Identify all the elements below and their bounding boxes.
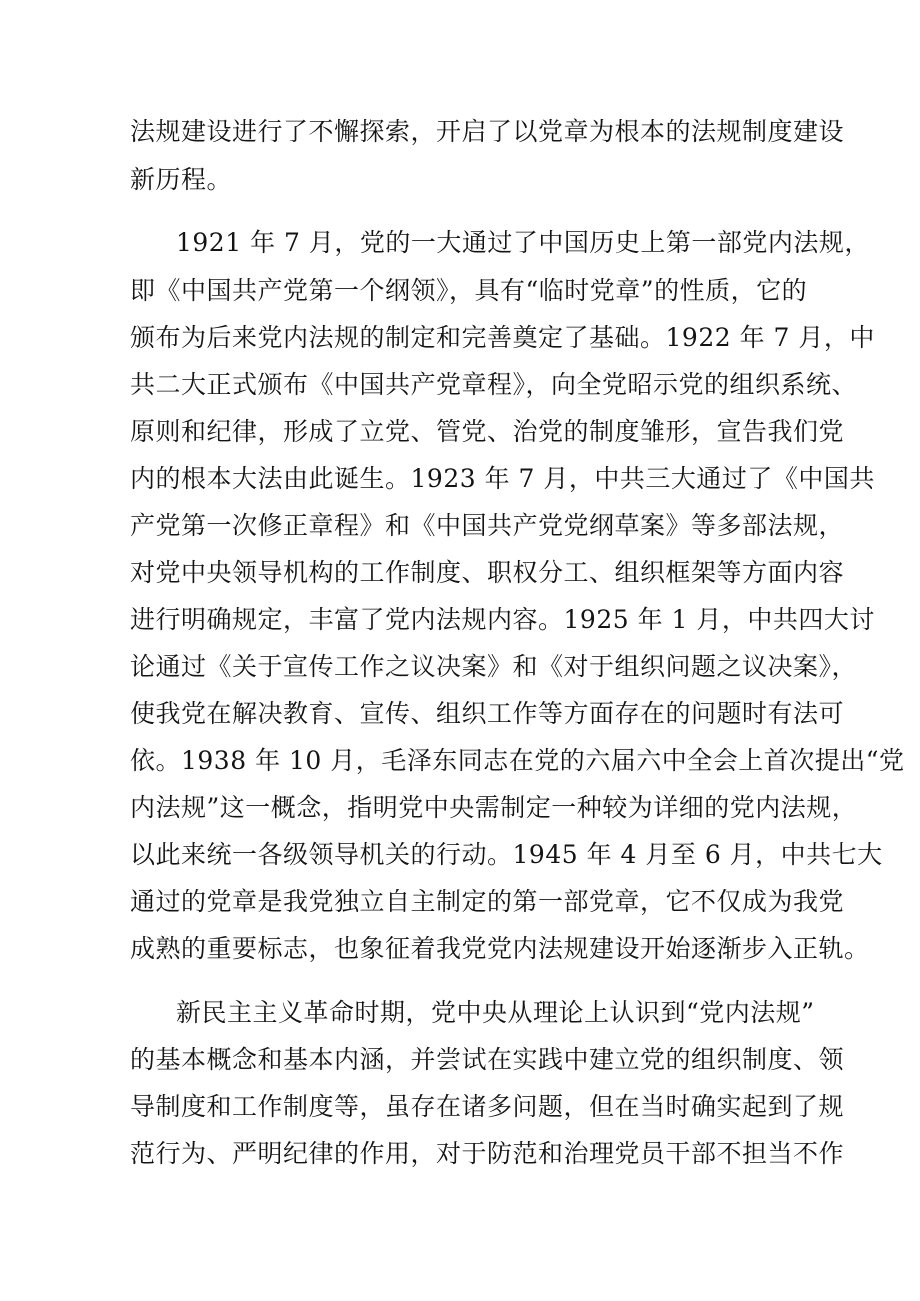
- paragraph-3-line-4: 范行为、严明纪律的作用，对于防范和治理党员干部不担当不作: [130, 1139, 845, 1168]
- paragraph-3-line-3: 导制度和工作制度等，虽存在诸多问题，但在当时确实起到了规: [130, 1092, 845, 1121]
- paragraph-3-line-1: 新民主主义革命时期，党中央从理论上认识到“党内法规”: [176, 998, 815, 1027]
- paragraph-2-line-12: 依。1938 年 10 月，毛泽东同志在党的六届六中全会上首次提出“党: [130, 746, 905, 775]
- paragraph-2-line-15: 通过的党章是我党独立自主制定的第一部党章，它不仅成为我党: [130, 887, 845, 916]
- paragraph-2-line-4: 共二大正式颁布《中国共产党章程》，向全党昭示党的组织系统、: [130, 370, 858, 399]
- paragraph-2-line-8: 对党中央领导机构的工作制度、职权分工、组织框架等方面内容: [130, 558, 845, 587]
- paragraph-2-line-6: 内的根本大法由此诞生。1923 年 7 月，中共三大通过了《中国共: [130, 464, 875, 493]
- paragraph-1-line-2: 新历程。: [130, 165, 233, 194]
- paragraph-2-line-7: 产党第一次修正章程》和《中国共产党党纲草案》等多部法规，: [130, 511, 845, 540]
- paragraph-2-line-13: 内法规”这一概念，指明党中央需制定一种较为详细的党内法规，: [130, 793, 858, 822]
- paragraph-2-line-5: 原则和纪律，形成了立党、管党、治党的制度雏形，宣告我们党: [130, 417, 845, 446]
- paragraph-2-line-14: 以此来统一各级领导机关的行动。1945 年 4 月至 6 月，中共七大: [130, 840, 883, 869]
- paragraph-1-line-1: 法规建设进行了不懈探索，开启了以党章为根本的法规制度建设: [130, 117, 845, 146]
- paragraph-2-line-10: 论通过《关于宣传工作之议决案》和《对于组织问题之议决案》，: [130, 652, 858, 681]
- paragraph-3-line-2: 的基本概念和基本内涵，并尝试在实践中建立党的组织制度、领: [130, 1045, 845, 1074]
- paragraph-2-line-11: 使我党在解决教育、宣传、组织工作等方面存在的问题时有法可: [130, 699, 845, 728]
- paragraph-2-line-1: 1921 年 7 月，党的一大通过了中国历史上第一部党内法规，: [176, 228, 870, 257]
- paragraph-2-line-3: 颁布为后来党内法规的制定和完善奠定了基础。1922 年 7 月，中: [130, 323, 875, 352]
- paragraph-2-line-9: 进行明确规定，丰富了党内法规内容。1925 年 1 月，中共四大讨: [130, 605, 875, 634]
- paragraph-2-line-2: 即《中国共产党第一个纲领》，具有“临时党章”的性质，它的: [130, 276, 808, 305]
- paragraph-2-line-16: 成熟的重要标志，也象征着我党党内法规建设开始逐渐步入正轨。: [130, 934, 870, 963]
